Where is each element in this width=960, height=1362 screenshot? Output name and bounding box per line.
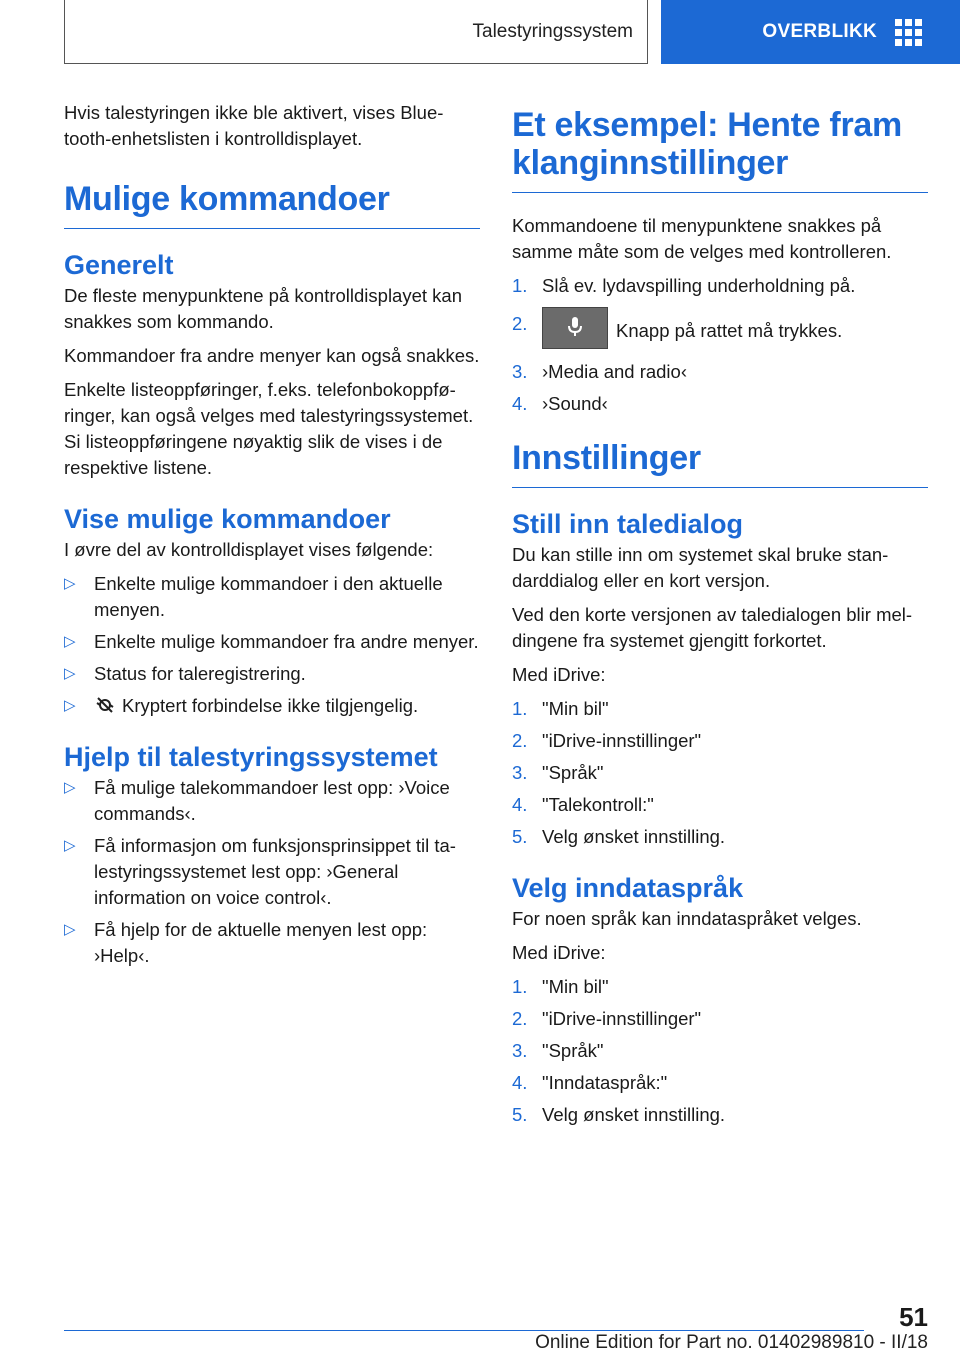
list-item: 3. "Språk": [512, 762, 604, 783]
list-item: ▷ Kryptert forbindelse ikke tilgjengelig.: [64, 693, 480, 719]
intro-paragraph: Hvis talestyringen ikke ble aktivert, vises Bluetooth-enhetslisten i kontrolldisplayet.: [64, 102, 444, 149]
generelt-p3: Enkelte listeoppføringer, f.eks. telefonbokoppføringer, kan også velges med talestyringssystemet. Si listeoppføringene nøyaktig slik de vises i de respektive listene.: [64, 379, 474, 478]
vise-intro: I øvre del av kontrolldisplayet vises følgende:: [64, 539, 434, 560]
taledialog-p2: Ved den korte versjonen av taledialogen blir meldingene fra systemet gjengitt forkortet.: [512, 604, 913, 651]
section-heading-wrap: [64, 180, 480, 229]
hjelp-heading: Hjelp til talestyringssystemet: [64, 742, 438, 772]
taledialog-steps: [512, 696, 928, 850]
steering-wheel-voice-button: [542, 307, 608, 349]
triangle-bullet-icon: ▷: [64, 837, 76, 854]
list-item: 1. "Min bil": [512, 698, 609, 719]
generelt-p1: De fleste menypunktene på kontrolldisplayet kan snakkes som kommando.: [64, 285, 462, 332]
list-item: 3. "Språk": [512, 1040, 604, 1061]
hjelp-list: [64, 775, 480, 969]
list-item: ▷ Få hjelp for de aktuelle menyen lest opp: ›Help‹.: [64, 919, 428, 966]
inndata-steps: [512, 974, 928, 1128]
triangle-bullet-icon: ▷: [64, 633, 76, 650]
overview-button[interactable]: [661, 0, 960, 64]
mulige-kommandoer-heading: Mulige kommandoer: [64, 180, 390, 218]
list-item: 2. Knapp på rattet må trykkes.: [512, 311, 928, 353]
section-title: Talestyringssystem: [472, 20, 633, 42]
page-number: 51: [899, 1302, 928, 1332]
list-item: ▷ Enkelte mulige kommandoer i den aktuelle menyen.: [64, 573, 443, 620]
list-item: ▷ Status for taleregistrering.: [64, 661, 480, 687]
section-heading-wrap: [512, 439, 928, 488]
header-section-tab: [64, 0, 648, 64]
list-item: 5. Velg ønsket innstilling.: [512, 826, 726, 847]
list-item: 3. ›Media and radio‹: [512, 361, 687, 382]
grid-menu-icon: [895, 19, 922, 46]
taledialog-p3: Med iDrive:: [512, 664, 606, 685]
overview-label: OVERBLIKK: [762, 21, 877, 42]
example-intro: Kommandoene til menypunktene snakkes på samme måte som de velges med kontrolleren.: [512, 215, 892, 262]
vise-list: [64, 571, 480, 719]
triangle-bullet-icon: ▷: [64, 779, 76, 796]
encryption-off-icon: [94, 695, 116, 715]
triangle-bullet-icon: ▷: [64, 921, 76, 938]
list-item: 4. "Inndataspråk:": [512, 1072, 668, 1093]
taledialog-p1: Du kan stille inn om systemet skal bruke standarddialog eller en kort versjon.: [512, 544, 889, 591]
inndata-p2: Med iDrive:: [512, 942, 606, 963]
footer-divider: [64, 1330, 864, 1331]
list-item: ▷ Få mulige talekommandoer lest opp: ›Voice commands‹.: [64, 777, 450, 824]
list-item: 2. "iDrive-innstillinger": [512, 1008, 702, 1029]
edition-text: Online Edition for Part no. 01402989810 - II/18: [535, 1332, 928, 1353]
vise-heading: Vise mulige kommandoer: [64, 504, 391, 534]
taledialog-heading: Still inn taledialog: [512, 509, 744, 539]
list-item: ▷ Få informasjon om funksjonsprinsippet til talestyringssystemet lest opp: ›General information on voice control‹.: [64, 835, 456, 908]
triangle-bullet-icon: ▷: [64, 665, 76, 682]
section-heading-wrap: [512, 106, 928, 193]
right-column: [512, 100, 928, 1136]
triangle-bullet-icon: ▷: [64, 575, 76, 592]
list-item: 1. Slå ev. lydavspilling underholdning på.: [512, 275, 856, 296]
list-item: 4. "Talekontroll:": [512, 794, 654, 815]
generelt-p2: Kommandoer fra andre menyer kan også snakkes.: [64, 345, 480, 366]
generelt-heading: Generelt: [64, 250, 174, 280]
triangle-bullet-icon: ▷: [64, 697, 76, 714]
list-item: 2. "iDrive-innstillinger": [512, 730, 702, 751]
inndata-p1: For noen språk kan inndataspråket velges.: [512, 908, 862, 929]
microphone-icon: [568, 317, 582, 337]
example-steps: [512, 273, 928, 417]
list-item: ▷ Enkelte mulige kommandoer fra andre menyer.: [64, 629, 480, 655]
innstillinger-heading: Innstillinger: [512, 439, 701, 477]
example-heading: Et eksempel: Hente fram klanginnstillinger: [512, 106, 902, 182]
list-item: 5. Velg ønsket innstilling.: [512, 1104, 726, 1125]
inndata-heading: Velg inndataspråk: [512, 873, 744, 903]
left-column: [64, 100, 480, 977]
list-item: 1. "Min bil": [512, 976, 609, 997]
list-item: 4. ›Sound‹: [512, 393, 608, 414]
